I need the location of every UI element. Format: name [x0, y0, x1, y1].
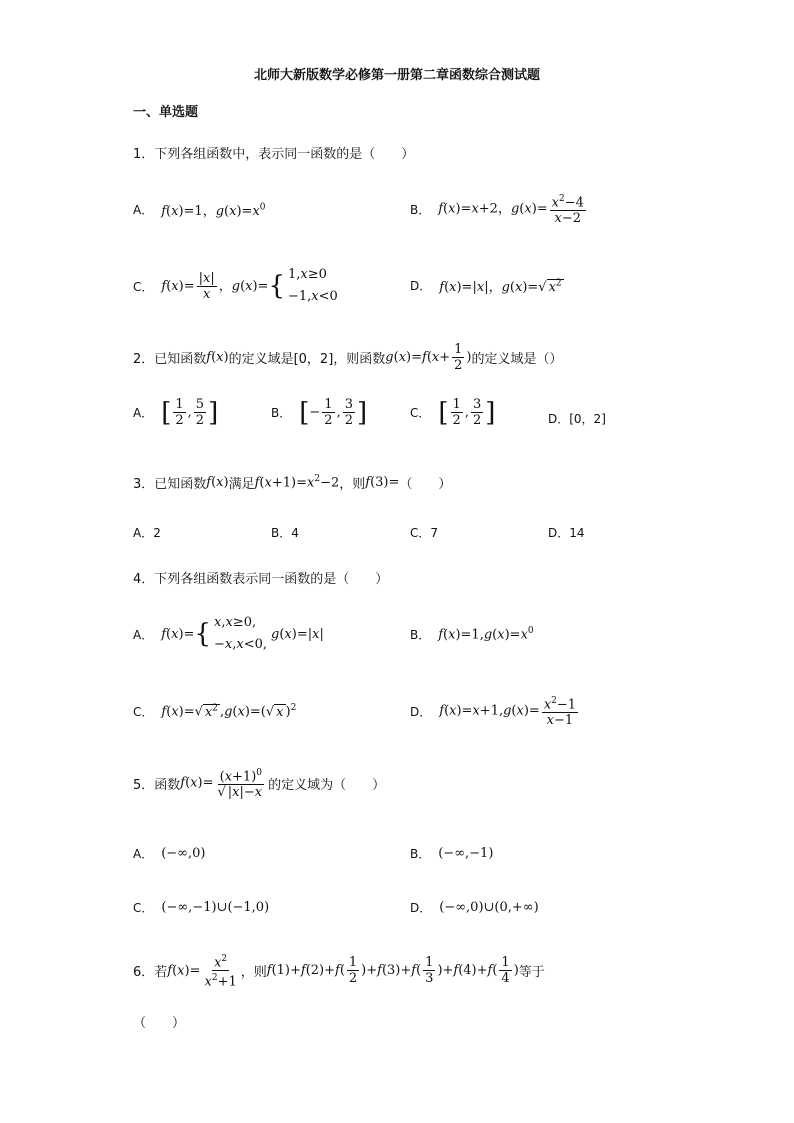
q1-option-d: D． f(x)=|x|，g(x)=√ $x^2$: [410, 276, 564, 295]
q3-option-a: A．2: [133, 526, 161, 540]
question-5-stem: 5．函数 f(x)= $\frac{(x+1)^0}{√ |x|-x}$ 的定义域为（ ）: [133, 768, 386, 801]
question-1-stem: 1．下列各组函数中，表示同一函数的是（ ）: [133, 147, 415, 162]
q4-option-d: D． f(x)=x+1,g(x)= $\frac{x^2-1}{x-1}$: [410, 696, 577, 729]
q5-option-c: C． (−∞,−1)∪(−1,0): [133, 900, 270, 915]
question-6-stem: 6．若 f(x)= $\frac{x^2}{x^2+1}$ ，则 f(1)+f(2)+f( $\frac{1}{2}$ )+f(3)+f( $\frac{1}{3}$ )+f(4)+f( $\frac{1}{4}$ ) 等于: [133, 954, 545, 990]
q5-option-d: D． (−∞,0)∪(0,+∞): [410, 900, 539, 915]
q1-b-math: f(x)=x+2，g(x)= $\frac{x^2-4}{x-2}$: [438, 194, 584, 227]
q1-c-piecewise: { 1,x≥0 −1,x<0: [268, 267, 338, 304]
q4-option-a: A． f(x)= { x,x≥0, −x,x<0, g(x)=|x|: [133, 612, 324, 656]
q1-option-a: A． f(x)=1，$g(x)=x^0$: [133, 200, 266, 219]
q2-option-d: D．[0，2]: [548, 412, 606, 426]
document-title: 北师大新版数学必修第一册第二章函数综合测试题: [253, 68, 540, 83]
q2-option-a: A． [ $\frac{1}{2}$ , $\frac{5}{2}$ ]: [133, 397, 219, 428]
q3-option-b: B．4: [271, 526, 299, 540]
q2-option-c: C． [ $\frac{1}{2}$ , $\frac{3}{2}$ ]: [410, 397, 496, 428]
question-3-stem: 3．已知函数 f(x) 满足 $f(x+1)=x^2-2$ ，则 f(3)= （ ）: [133, 474, 452, 492]
q4-option-b: B． $f(x)=1,g(x)=x^0$: [410, 626, 534, 643]
q1-a-math: f(x)=1，$g(x)=x^0$: [161, 202, 266, 219]
question-4-stem: 4．下列各组函数表示同一函数的是（ ）: [133, 572, 389, 587]
q2-option-b: B． [ − $\frac{1}{2}$ , $\frac{3}{2}$ ]: [271, 397, 368, 428]
q3-option-d: D．14: [548, 526, 585, 540]
q5-option-b: B． (−∞,−1): [410, 846, 494, 861]
question-6-blank: （ ）: [133, 1016, 186, 1031]
q1-d-math: f(x)=|x|，g(x)=√ $x^2$: [439, 278, 562, 295]
q3-option-c: C．7: [410, 526, 439, 540]
q1-option-c: C． f(x)= $\frac{|x|}{x}$ ，g(x)= { 1,x≥0 −1,x<0: [133, 264, 338, 308]
q1-c-math: f(x)= $\frac{|x|}{x}$ ，g(x)=: [161, 270, 269, 302]
q1-option-b: B． f(x)=x+2，g(x)= $\frac{x^2-4}{x-2}$: [410, 192, 588, 226]
section-heading: 一、单选题: [133, 105, 199, 120]
q4-a-piecewise: { x,x≥0, −x,x<0,: [194, 615, 267, 652]
q4-option-c: C． f(x)=√ $x^2$ ,g(x)=(√ x )$^2$: [133, 703, 297, 720]
question-2-stem: 2．已知函数 f(x) 的定义域是[0，2]，则函数 g(x)=f(x+ $\frac{1}{2}$ ) 的定义域是（）: [133, 342, 563, 373]
q5-option-a: A． (−∞,0): [133, 846, 206, 861]
